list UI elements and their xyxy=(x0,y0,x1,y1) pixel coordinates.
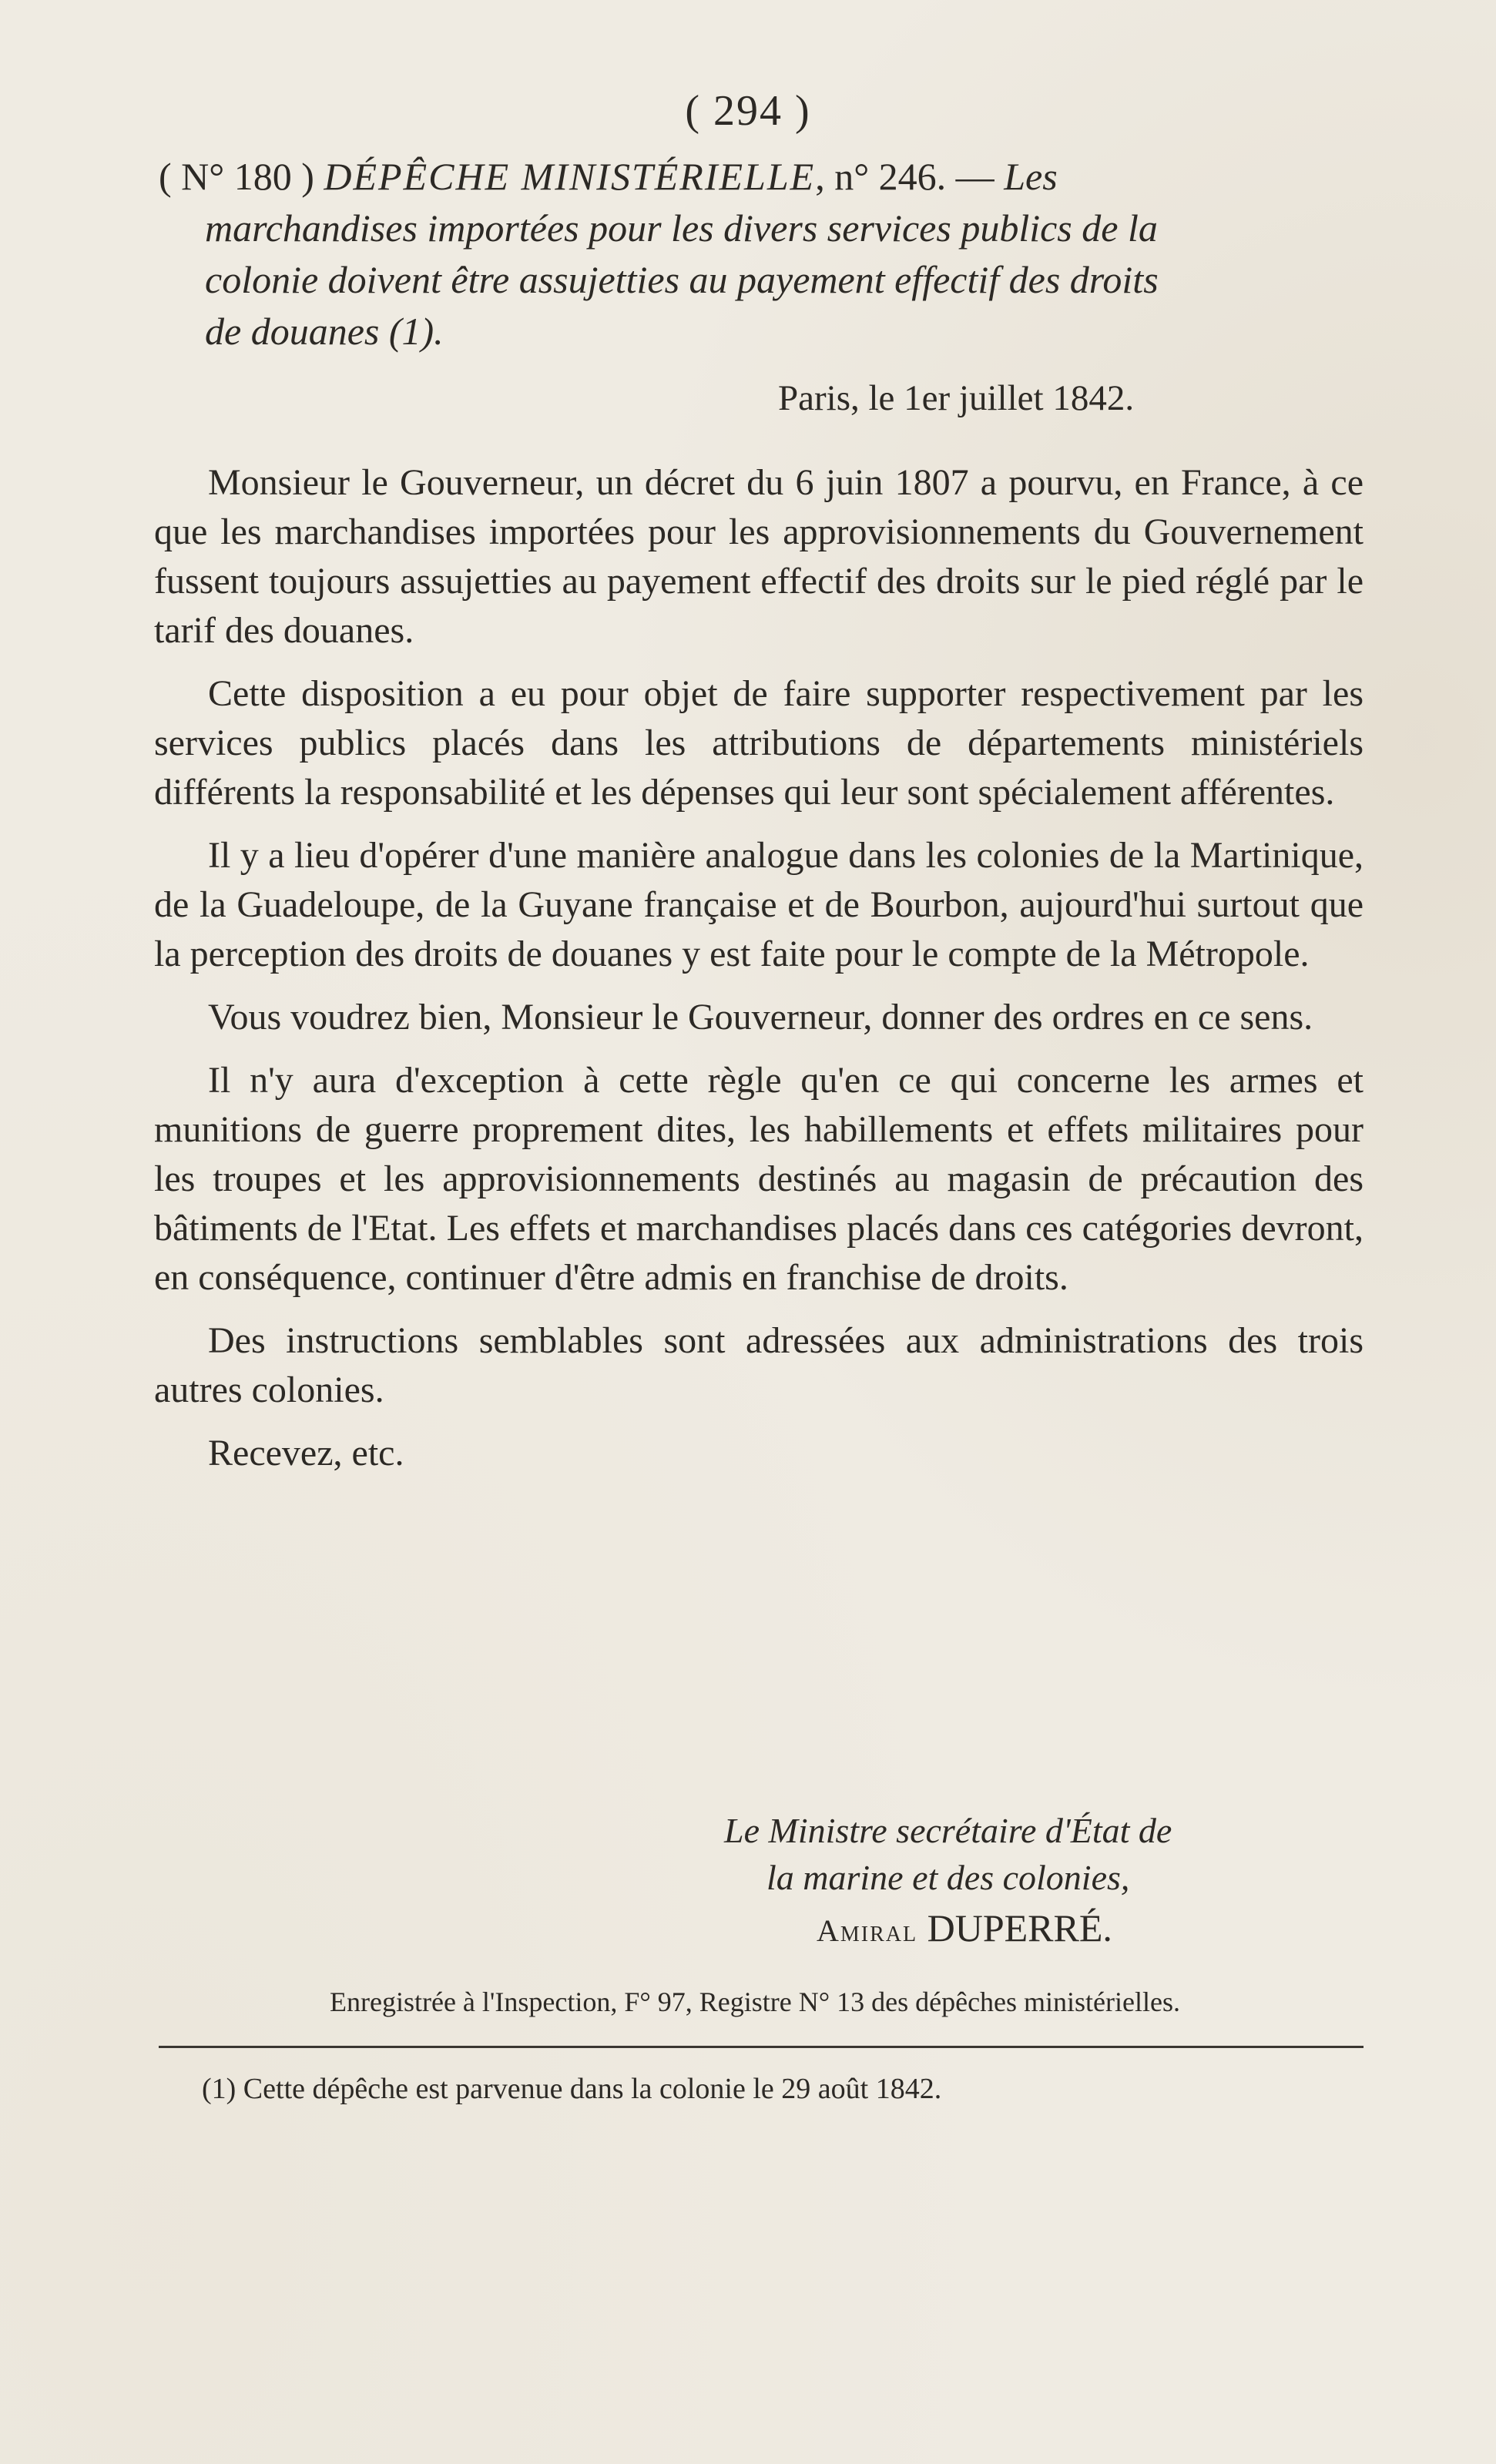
signature-name xyxy=(817,1906,1112,1950)
page-number: ( 294 ) xyxy=(685,87,811,135)
dispatch-subject-line: marchandises importées pour les divers services publics de la xyxy=(205,206,1158,250)
paragraph: Il y a lieu d'opérer d'une manière analogue dans les colonies de la Martinique, de la Guadeloupe, de la Guyane française et de Bourbon, aujourd'hui surtout que la perception des droits de douanes y est faite pour le compte de la Métropole. xyxy=(154,835,1364,974)
paragraph: Monsieur le Gouverneur, un décret du 6 juin 1807 a pourvu, en France, à ce que les marchandises importées pour les approvisionnements du Gouvernement fussent toujours assujetties au payement effectif des droits sur le pied réglé par le tarif des douanes. xyxy=(154,462,1364,651)
dispatch-reference: , n° 246. — xyxy=(815,155,995,198)
dateline: Paris, le 1er juillet 1842. xyxy=(778,378,1135,418)
paragraph: Cette disposition a eu pour objet de faire supporter respectivement par les services publics placés dans les attributions de départements ministériels différents la responsabilité et les dépenses qui leur sont spécialement afférentes. xyxy=(154,673,1364,813)
dispatch-heading xyxy=(159,151,1360,357)
dispatch-number: ( N° 180 ) xyxy=(159,155,314,198)
dispatch-subject-line: colonie doivent être assujetties au payement effectif des droits xyxy=(205,258,1159,301)
signature-surname: DUPERRÉ. xyxy=(927,1906,1112,1949)
dispatch-title: DÉPÊCHE MINISTÉRIELLE xyxy=(324,155,816,198)
signature-title-line1: Le Ministre secrétaire d'État de xyxy=(724,1811,1172,1850)
dispatch-subject-start: Les xyxy=(1004,155,1058,198)
footnote-divider xyxy=(159,2046,1364,2048)
footnote: (1) Cette dépêche est parvenue dans la colonie le 29 août 1842. xyxy=(202,2073,942,2105)
paragraph: Des instructions semblables sont adressées aux administrations des trois autres colonies. xyxy=(154,1320,1364,1410)
paragraph: Vous voudrez bien, Monsieur le Gouverneur, donner des ordres en ce sens. xyxy=(208,997,1313,1038)
signature-title-line2: la marine et des colonies, xyxy=(766,1858,1130,1897)
letter-body xyxy=(154,458,1364,1492)
registration-note: Enregistrée à l'Inspection, F° 97, Registre N° 13 des dépêches ministérielles. xyxy=(330,1986,1180,2017)
paragraph: Il n'y aura d'exception à cette règle qu'en ce qui concerne les armes et munitions de guerre proprement dites, les habillements et effets militaires pour les troupes et les approvisionnements destinés au magasin de précaution des bâtiments de l'Etat. Les effets et marchandises placés dans ces catégories devront, en conséquence, continuer d'être admis en franchise de droits. xyxy=(154,1060,1364,1298)
signature-rank: Amiral xyxy=(817,1913,918,1948)
dispatch-subject-line: de douanes (1). xyxy=(205,310,444,353)
closing: Recevez, etc. xyxy=(208,1433,404,1473)
